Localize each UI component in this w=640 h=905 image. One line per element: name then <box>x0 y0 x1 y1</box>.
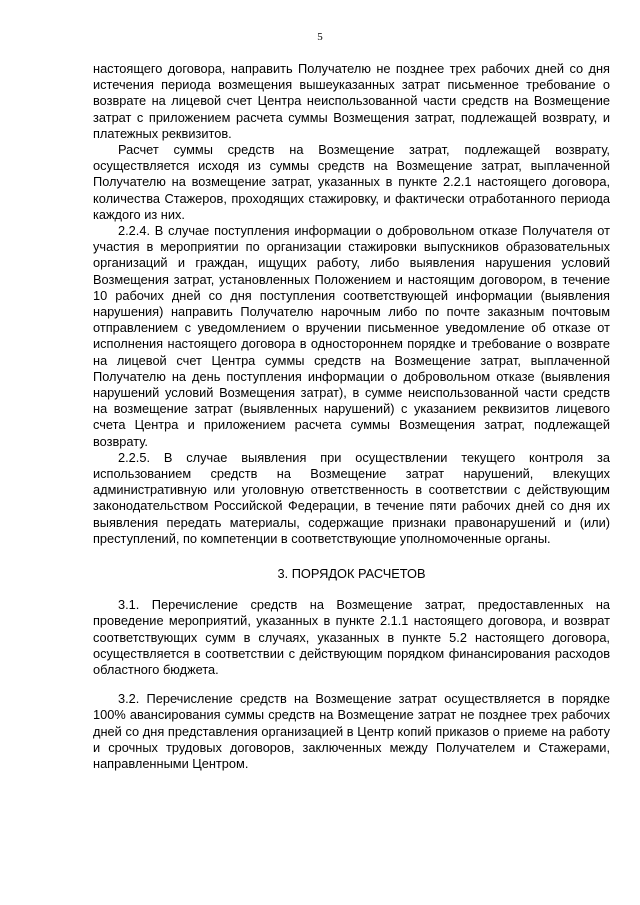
paragraph-refund-calculation: Расчет суммы средств на Возмещение затрат, подлежащей возврату, осуществляется исходя из суммы средств на Возмещение затрат, выплаченной Получателю на возмещение затрат, указанных в пункте 2.2.1 настоящего договора, количества Стажеров, проходящих стажировку, и фактически отработанного периода каждого из них. <box>93 142 610 222</box>
document-body <box>93 61 610 772</box>
paragraph-continuation: настоящего договора, направить Получателю не позднее трех рабочих дней со дня истечения периода возмещения вышеуказанных затрат письменное требование о возврате на лицевой счет Центра неиспользованной части средств на Возмещение затрат с приложением расчета суммы Возмещения затрат, подлежащей возврату, и платежных реквизитов. <box>93 61 610 141</box>
paragraph-3-1: 3.1. Перечисление средств на Возмещение затрат, предоставленных на проведение мероприятий, указанных в пункте 2.1.1 настоящего договора, и возврат соответствующих сумм в случаях, указанных в пункте 5.2 настоящего договора, осуществляется в соответствии с действующим порядком финансирования расходов областного бюджета. <box>93 597 610 677</box>
paragraph-2-2-5: 2.2.5. В случае выявления при осуществлении текущего контроля за использованием средств на Возмещение затрат нарушений, влекущих административную или уголовную ответственность в соответствии с действующим законодательством Российской Федерации, в течение пяти рабочих дней со дня их выявления передать материалы, содержащие признаки правонарушений и (или) преступлений, по компетенции в соответствующие уполномоченные органы. <box>93 449 610 546</box>
page-number: 5 <box>317 31 323 43</box>
section-heading: 3. ПОРЯДОК РАСЧЕТОВ <box>277 566 426 582</box>
paragraph-3-2: 3.2. Перечисление средств на Возмещение затрат осуществляется в порядке 100% авансирования суммы средств на Возмещение затрат не позднее трех рабочих дней со дня представления организацией в Центр копий приказов о приеме на работу и срочных трудовых договоров, заключенных между Получателем и Стажерами, направленными Центром. <box>93 691 610 771</box>
paragraph-2-2-4: 2.2.4. В случае поступления информации о добровольном отказе Получателя от участия в мероприятии по организации стажировки выпускников образовательных организаций и граждан, ищущих работу, либо выявления нарушения условий Возмещения затрат, установленных Положением и настоящим договором, в течение 10 рабочих дней со дня поступления соответствующей информации (выявления нарушения) направить Получателю нарочным либо по почте заказным почтовым отправлением с уведомлением о вручении письменное уведомление об отказе от исполнения настоящего договора в одностороннем порядке и требование о возврате на лицевой счет Центра суммы средств на Возмещение затрат, выплаченной Получателю на день поступления информации о добровольном отказе (выявления нарушений условий Возмещения затрат), в сумме неиспользованной части средств на возмещение затрат (выявленных нарушений) с указанием реквизитов лицевого счета Центра и приложением расчета суммы Возмещения затрат, подлежащей возврату. <box>93 223 610 449</box>
